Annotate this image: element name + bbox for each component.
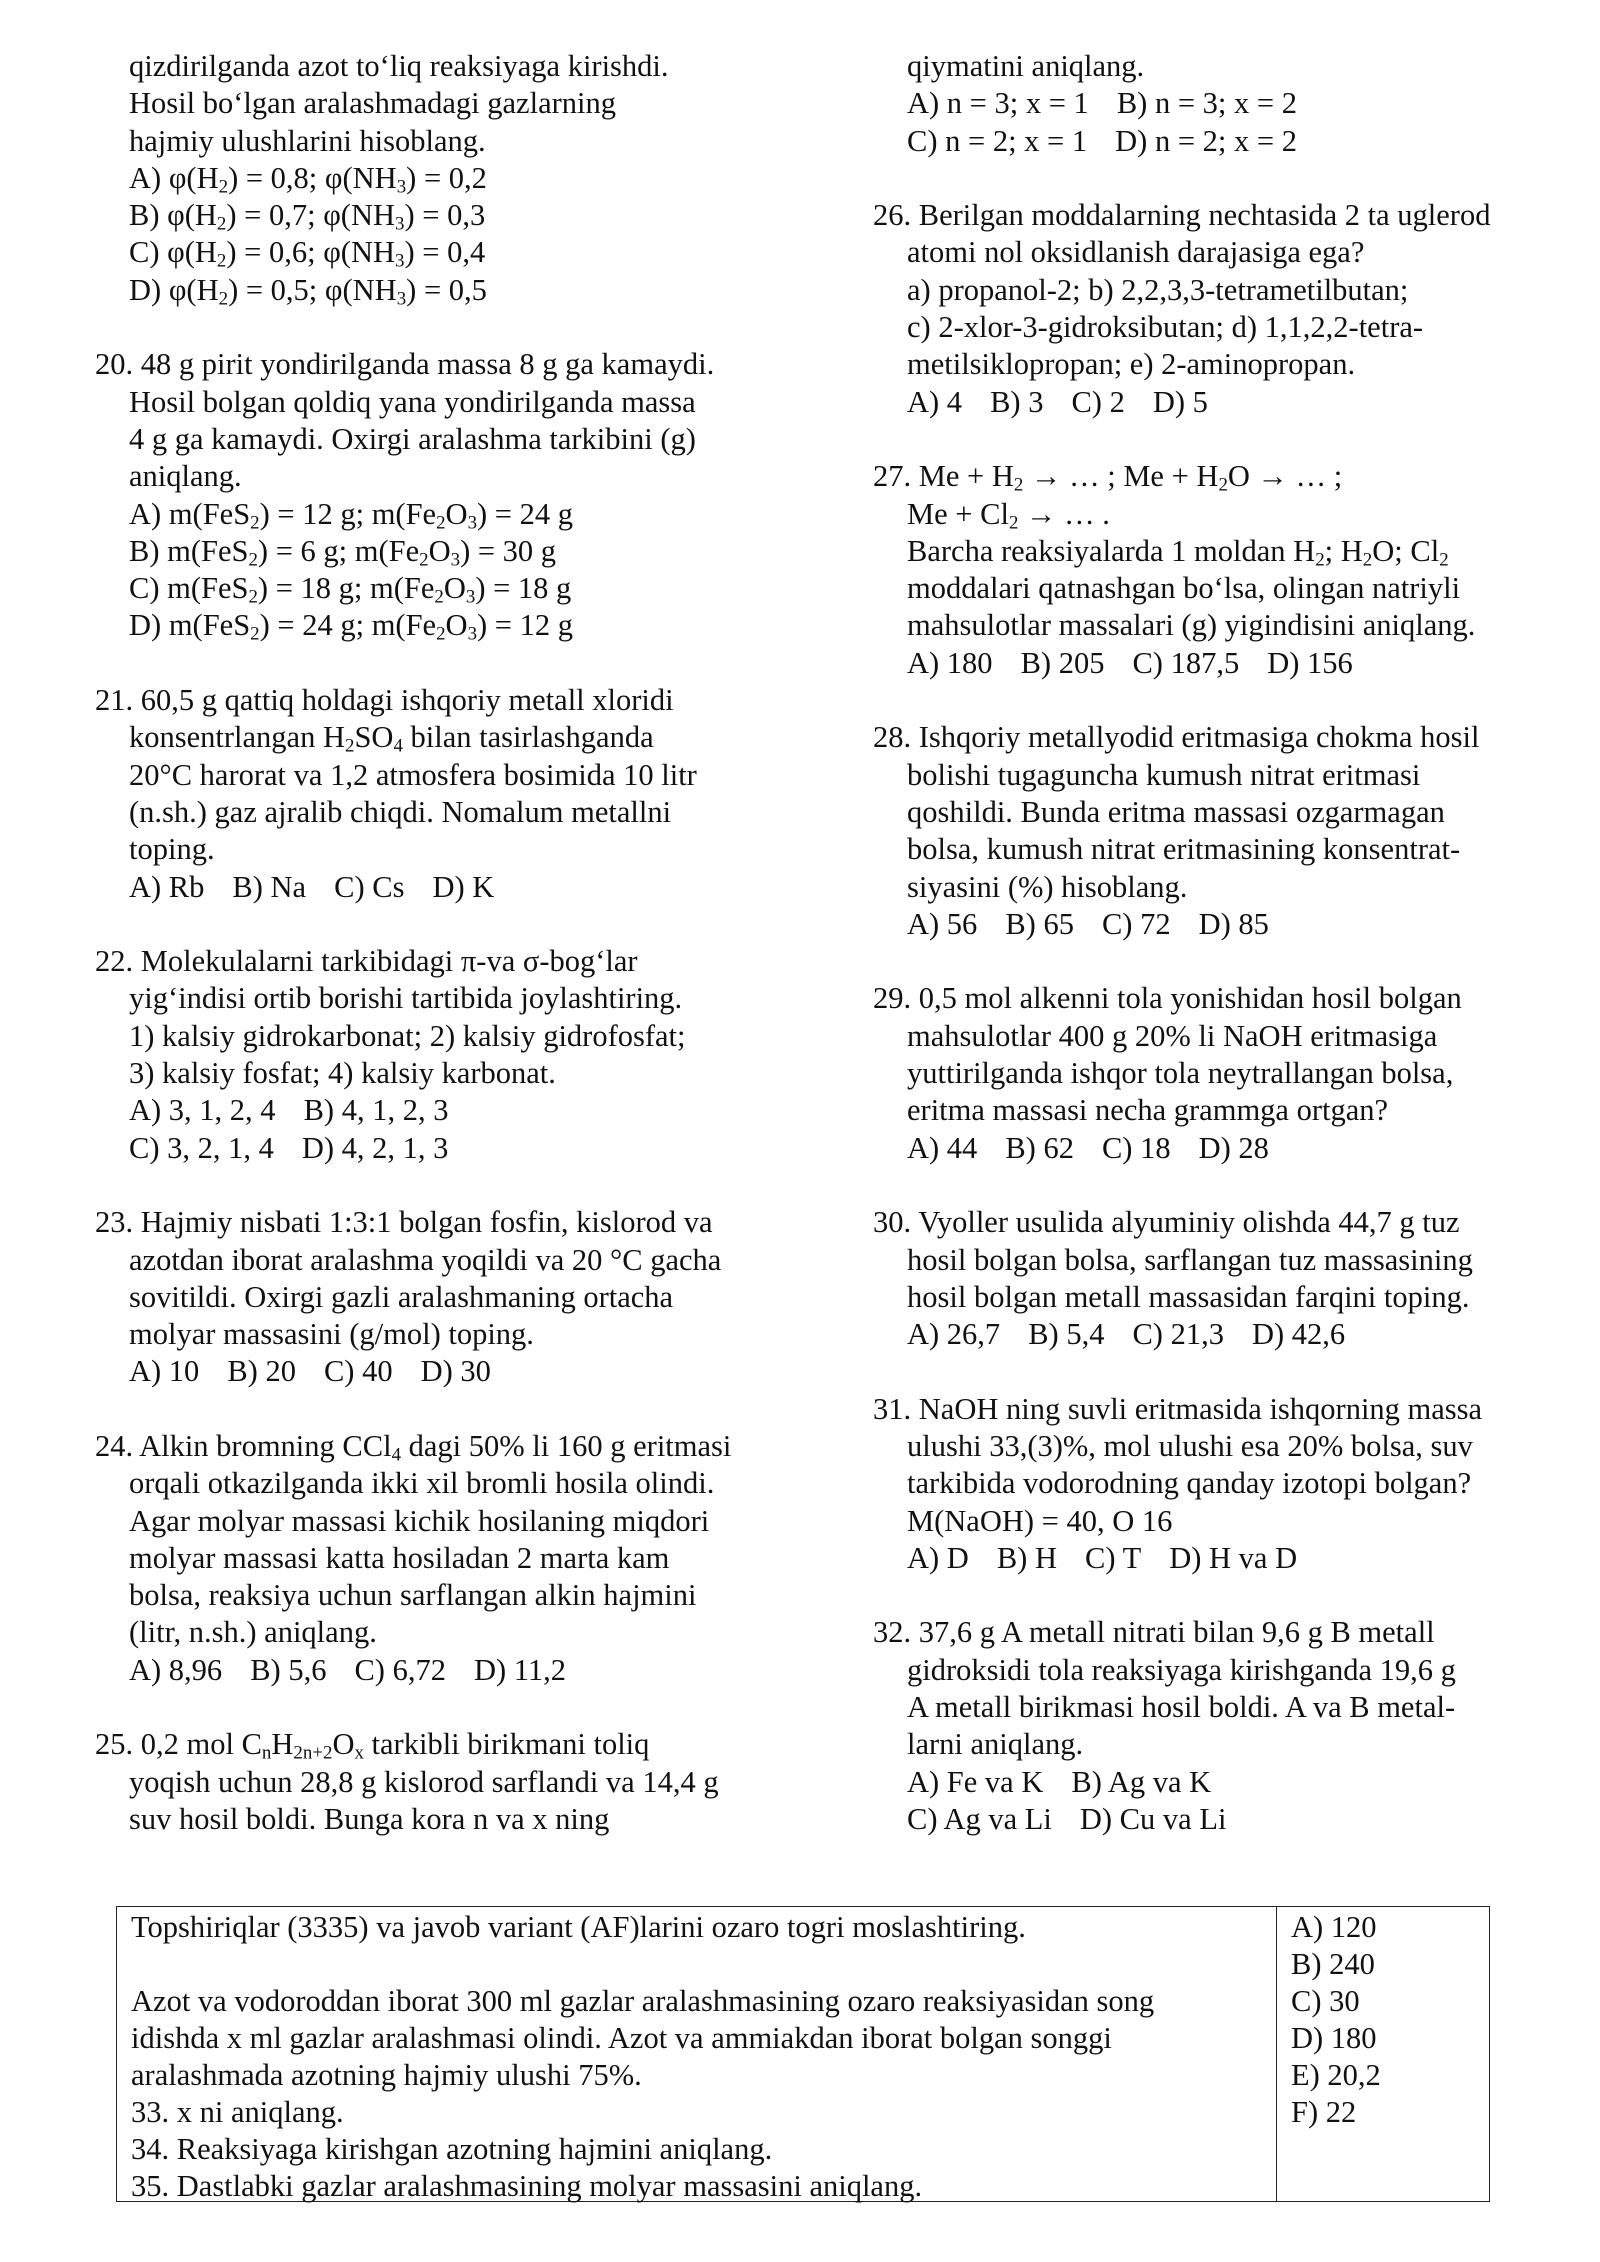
problem-line: Azot va vodoroddan iborat 300 ml gazlar aralashmasining ozaro reaksiyasidan song [131, 1984, 1155, 2018]
question-line: M(NaOH) = 40, O 16 [907, 1503, 1173, 1538]
answer-option-e: E) 20,2 [1291, 2058, 1381, 2092]
answer-options [95, 1652, 795, 1689]
answer-options [873, 384, 1573, 421]
question-line: molyar massasi katta hosiladan 2 marta kam [129, 1540, 670, 1575]
answer-option-a: A) 4 [907, 384, 963, 419]
answer-option-a: A) D [907, 1540, 969, 1575]
question-line: Hosil bo‘lgan aralashmadagi gazlarning [129, 86, 616, 121]
question-line: qizdirilganda azot to‘liq reaksiyaga kirishdi. [129, 49, 669, 83]
answer-option-b: B) n = 3; x = 2 [1116, 86, 1297, 121]
answer-option-f: F) 22 [1291, 2095, 1357, 2129]
answer-option-b: B) 5,6 [250, 1652, 327, 1687]
answer-option-b: B) 62 [1005, 1130, 1074, 1165]
answer-options [95, 1353, 795, 1390]
question-26 [873, 197, 1573, 421]
question-line: 28. Ishqoriy metallyodid eritmasiga chokma hosil [873, 720, 1480, 755]
question-line: bolsa, reaksiya uchun sarflangan alkin hajmini [129, 1578, 697, 1613]
answer-option-d: D) 42,6 [1251, 1317, 1346, 1352]
question-25-continuation [873, 48, 1573, 160]
answer-option-c: C) Cs [334, 869, 405, 904]
question-line: molyar massasini (g/mol) toping. [129, 1317, 534, 1352]
question-line: azotdan iborat aralashma yoqildi va 20 °C gacha [129, 1242, 722, 1277]
answer-option-b: B) 205 [1020, 645, 1105, 680]
answer-option-b: B) H [996, 1540, 1057, 1575]
answer-option-a: A) Rb [129, 869, 205, 904]
answer-option-d: D) 85 [1198, 906, 1269, 941]
question-line: 20. 48 g pirit yondirilganda massa 8 g ga kamaydi. [95, 347, 715, 382]
answer-option-c: C) 40 [323, 1354, 393, 1389]
answer-option-a: A) 8,96 [129, 1652, 223, 1687]
question-22 [95, 943, 795, 1167]
answer-option-a: A) Fe va K [907, 1764, 1044, 1799]
question-29 [873, 980, 1573, 1166]
answer-options [873, 1130, 1573, 1167]
question-line: 3) kalsiy fosfat; 4) kalsiy karbonat. [129, 1056, 556, 1091]
question-34: 34. Reaksiyaga kirishgan azotning hajmini aniqlang. [131, 2132, 773, 2166]
answer-option-c: C) T [1085, 1540, 1142, 1575]
question-line: 25. 0,2 mol $C_nH_{2n+2}O_x$ tarkibli birikmani toliq [95, 1727, 650, 1765]
answer-option-a: A) n = 3; x = 1 [907, 86, 1089, 121]
answer-options [873, 1801, 1573, 1838]
question-line: $Me + Cl_2$ → … . [907, 496, 1110, 534]
right-column [873, 48, 1573, 1876]
answer-option-d: D) H va D [1169, 1540, 1298, 1575]
question-line: ulushi 33,(3)%, mol ulushi esa 20% bolsa, suv [907, 1428, 1473, 1463]
question-line: 31. NaOH ning suvli eritmasida ishqorning massa [873, 1391, 1483, 1426]
question-line: 1) kalsiy gidrokarbonat; 2) kalsiy gidrofosfat; [129, 1018, 686, 1053]
question-line: c) 2-xlor-3-gidroksibutan; d) 1,1,2,2-tetra- [907, 310, 1424, 345]
answer-option-d: D) Cu va Li [1079, 1801, 1227, 1836]
question-line: bolishi tugaguncha kumush nitrat eritmasi [907, 757, 1421, 792]
question-line: 27. $Me + H_2$ → … ; $Me + H_2O$ → … ; [873, 459, 1343, 496]
answer-option-b: B) Ag va K [1071, 1764, 1212, 1799]
answer-option-c: C) 6,72 [354, 1652, 446, 1687]
answer-option-a: A) m(FeS$_2$) = 12 g; $m(Fe_2O_3) = 24$ g [129, 496, 573, 534]
answer-options [95, 1130, 795, 1167]
question-19-continuation [95, 48, 795, 309]
answer-option-b: B) 65 [1005, 906, 1074, 941]
answer-option-d: D) 180 [1291, 2021, 1377, 2055]
answer-options [873, 1316, 1573, 1353]
question-line: orqali otkazilganda ikki xil bromli hosila olindi. [129, 1466, 715, 1501]
answer-option-d: D) 4, 2, 1, 3 [301, 1130, 449, 1165]
question-line: yoqish uchun 28,8 g kislorod sarflandi va 14,4 g [129, 1764, 719, 1799]
answer-option-a: A) 10 [129, 1354, 200, 1389]
question-line: (n.sh.) gaz ajralib chiqdi. Nomalum metallni [129, 794, 672, 829]
answer-option-c: C) 3, 2, 1, 4 [129, 1130, 274, 1165]
question-21 [95, 682, 795, 906]
question-line: sovitildi. Oxirgi gazli aralashmaning ortacha [129, 1279, 674, 1314]
question-31 [873, 1391, 1573, 1577]
question-line: Agar molyar massasi kichik hosilaning miqdori [129, 1503, 710, 1538]
question-line: tarkibida vodorodning qanday izotopi bolgan? [907, 1466, 1472, 1501]
answer-option-a: A) $\varphi(H_2) = 0,8$; $\varphi(NH_3) = 0,2$ [129, 160, 487, 198]
question-28 [873, 719, 1573, 943]
answer-option-d: D) 28 [1198, 1130, 1269, 1165]
question-line: bolsa, kumush nitrat eritmasining konsentrat- [907, 832, 1461, 867]
question-32 [873, 1614, 1573, 1838]
answer-option-d: D) n = 2; x = 2 [1115, 123, 1297, 158]
question-line: 4 g ga kamaydi. Oxirgi aralashma tarkibini (g) [129, 421, 696, 456]
answer-option-b: B) $\varphi(H_2) = 0,7$; $\varphi(NH_3) = 0,3$ [129, 198, 486, 235]
question-line: mahsulotlar 400 g 20% li NaOH eritmasiga [907, 1018, 1438, 1053]
question-line: 21. 60,5 g qattiq holdagi ishqoriy metall xloridi [95, 683, 674, 718]
answer-option-d: D) 156 [1267, 645, 1353, 680]
question-line: yig‘indisi ortib borishi tartibida joylashtiring. [129, 981, 683, 1016]
question-line: gidroksidi tola reaksiyaga kirishganda 19,6 g [907, 1652, 1456, 1687]
question-line: suv hosil boldi. Bunga kora n va x ning [129, 1801, 610, 1836]
question-25 [95, 1726, 795, 1838]
answer-option-b: B) 20 [227, 1354, 296, 1389]
problem-line: idishda x ml gazlar aralashmasi olindi. Azot va ammiakdan iborat bolgan songgi [131, 2021, 1112, 2055]
answer-options [95, 869, 795, 906]
answer-option-d: D) m(FeS$_2$) = 24 g; $m(Fe_2O_3) = 12$ g [129, 608, 573, 646]
question-line: 30. Vyoller usulida alyuminiy olishda 44,7 g tuz [873, 1205, 1460, 1240]
matching-task-box [116, 1906, 1490, 2202]
question-line: atomi nol oksidlanish darajasiga ega? [907, 235, 1365, 270]
question-23 [95, 1204, 795, 1390]
answer-option-c: C) 21,3 [1132, 1317, 1224, 1352]
answer-option-c: C) 187,5 [1132, 645, 1240, 680]
question-line: 26. Berilgan moddalarning nechtasida 2 ta uglerod [873, 198, 1491, 233]
answer-options [873, 123, 1573, 160]
matching-answer-options [1276, 1907, 1489, 2201]
answer-options [873, 645, 1573, 682]
answer-option-b: B) 240 [1291, 1947, 1375, 1981]
answer-option-a: A) 120 [1291, 1910, 1377, 1944]
answer-option-c: C) 30 [1291, 1984, 1360, 2018]
question-line: konsentrlangan $H_2SO_4$ bilan tasirlashganda [129, 720, 654, 758]
question-line: 20°C harorat va 1,2 atmosfera bosimida 10 litr [129, 757, 697, 792]
answer-option-d: D) $\varphi(H_2) = 0,5$; $\varphi(NH_3) = 0,5$ [129, 272, 487, 310]
question-line: eritma massasi necha grammga ortgan? [907, 1093, 1389, 1128]
question-line: A metall birikmasi hosil boldi. A va B metal- [907, 1690, 1456, 1725]
answer-option-c: C) $\varphi(H_2) = 0,6$; $\varphi(NH_3) = 0,4$ [129, 235, 486, 273]
answer-options [873, 85, 1573, 122]
answer-options [873, 906, 1573, 943]
question-line: moddalari qatnashgan bo‘lsa, olingan natriyli [907, 571, 1461, 606]
question-24 [95, 1428, 795, 1689]
question-30 [873, 1204, 1573, 1353]
question-line: qoshildi. Bunda eritma massasi ozgarmagan [907, 794, 1445, 829]
answer-option-c: C) m(FeS$_2$) = 18 g; $m(Fe_2O_3) = 18$ g [129, 571, 572, 608]
question-line: hajmiy ulushlarini hisoblang. [129, 123, 486, 158]
question-33: 33. x ni aniqlang. [131, 2095, 344, 2129]
answer-option-c: C) Ag va Li [907, 1801, 1052, 1836]
question-line: yuttirilganda ishqor tola neytrallangan bolsa, [907, 1056, 1454, 1091]
answer-option-a: A) 56 [907, 906, 978, 941]
question-27 [873, 458, 1573, 682]
answer-option-c: C) 72 [1101, 906, 1171, 941]
question-line: 22. Molekulalarni tarkibidagi π-va σ-bog‘lar [95, 944, 638, 979]
question-line: a) propanol-2; b) 2,2,3,3-tetrametilbutan; [907, 272, 1409, 307]
answer-option-c: C) n = 2; x = 1 [907, 123, 1088, 158]
question-line: 29. 0,5 mol alkenni tola yonishidan hosil bolgan [873, 981, 1462, 1016]
question-line: Hosil bolgan qoldiq yana yondirilganda massa [129, 384, 696, 419]
question-line: 23. Hajmiy nisbati 1:3:1 bolgan fosfin, kislorod va [95, 1205, 713, 1240]
matching-instruction: Topshiriqlar (3335) va javob variant (AF)larini ozaro togri moslashtiring. [131, 1910, 1026, 1944]
question-line: (litr, n.sh.) aniqlang. [129, 1615, 377, 1650]
answer-option-b: B) 3 [990, 384, 1044, 419]
matching-task-text [117, 1907, 1276, 2201]
left-column [95, 48, 795, 1876]
question-line: Barcha reaksiyalarda 1 moldan $H_2$; $H_2O$; $Cl_2$ [907, 533, 1449, 571]
question-20 [95, 346, 795, 644]
question-line: aniqlang. [129, 459, 242, 494]
answer-option-a: A) 180 [907, 645, 993, 680]
answer-option-a: A) 3, 1, 2, 4 [129, 1093, 276, 1128]
answer-option-b: B) Na [232, 869, 307, 904]
answer-options [873, 1540, 1573, 1577]
question-line: 32. 37,6 g A metall nitrati bilan 9,6 g B metall [873, 1615, 1435, 1650]
answer-option-b: B) 4, 1, 2, 3 [303, 1093, 449, 1128]
question-line: hosil bolgan metall massasidan farqini toping. [907, 1279, 1470, 1314]
question-35: 35. Dastlabki gazlar aralashmasining molyar massasini aniqlang. [131, 2169, 923, 2203]
answer-option-d: D) 5 [1152, 384, 1208, 419]
question-line: metilsiklopropan; e) 2-aminopropan. [907, 347, 1356, 382]
answer-options [95, 1092, 795, 1129]
question-line: larni aniqlang. [907, 1727, 1084, 1762]
answer-options [873, 1764, 1573, 1801]
answer-option-b: B) m(FeS$_2$) = 6 g; $m(Fe_2O_3) = 30$ g [129, 533, 557, 571]
question-line: mahsulotlar massalari (g) yigindisini aniqlang. [907, 608, 1476, 643]
answer-option-a: A) 44 [907, 1130, 978, 1165]
question-line: siyasini (%) hisoblang. [907, 869, 1188, 904]
answer-option-d: D) K [432, 869, 495, 904]
answer-option-d: D) 30 [420, 1354, 491, 1389]
problem-line: aralashmada azotning hajmiy ulushi 75%. [131, 2058, 642, 2092]
answer-option-c: C) 2 [1071, 384, 1125, 419]
answer-option-a: A) 26,7 [907, 1317, 1001, 1352]
question-line: 24. Alkin bromning CCl$_4$ dagi 50% li 160 g eritmasi [95, 1428, 732, 1466]
answer-option-b: B) 5,4 [1028, 1317, 1105, 1352]
question-line: qiymatini aniqlang. [907, 49, 1145, 83]
answer-option-c: C) 18 [1101, 1130, 1171, 1165]
answer-option-d: D) 11,2 [473, 1652, 566, 1687]
question-line: hosil bolgan bolsa, sarflangan tuz massasining [907, 1242, 1473, 1277]
question-line: toping. [129, 832, 215, 867]
